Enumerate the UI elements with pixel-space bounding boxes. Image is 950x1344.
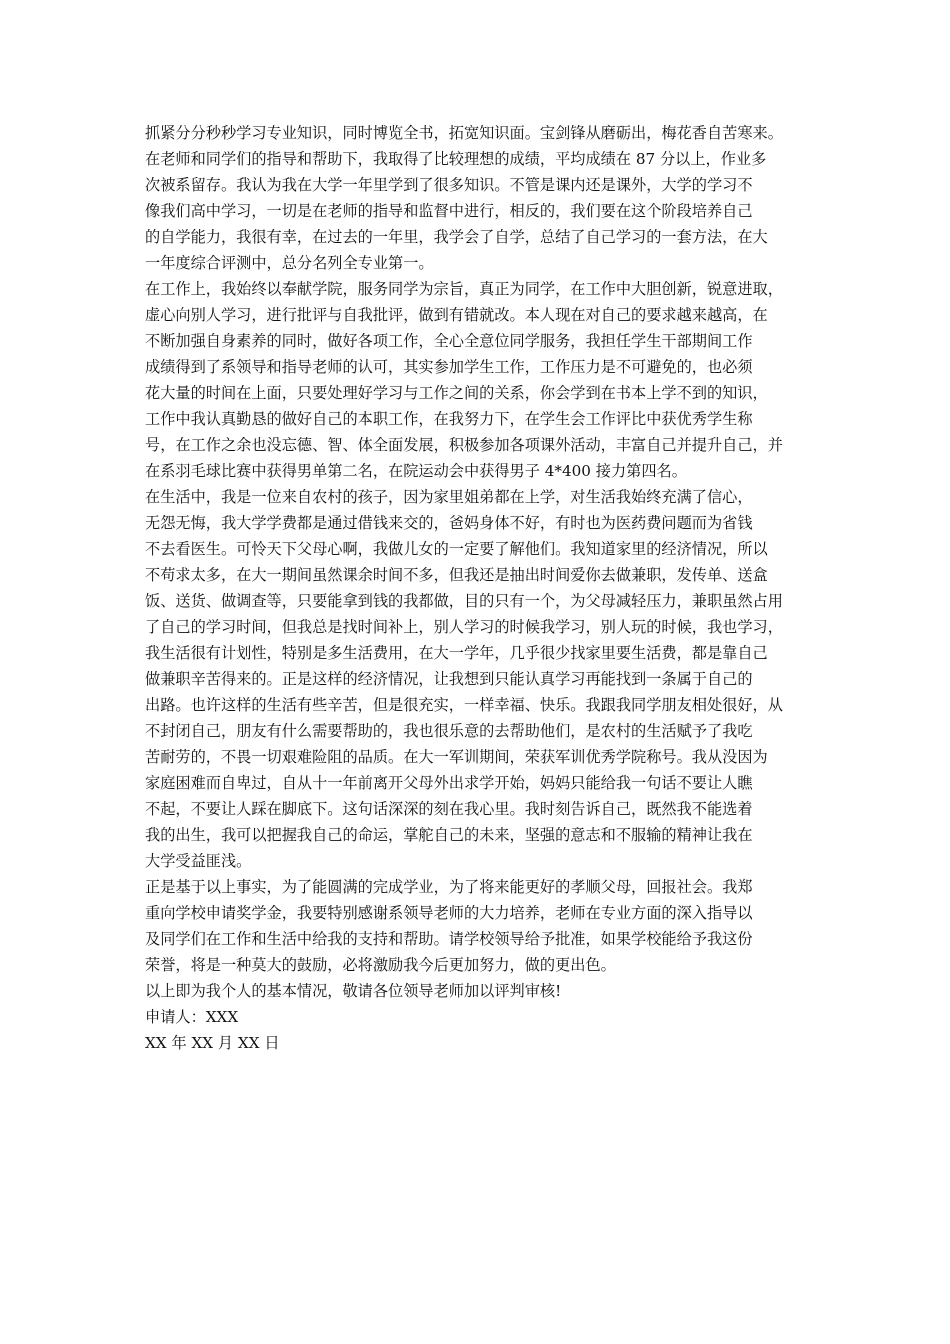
text-line: 成绩得到了系领导和指导老师的认可，其实参加学生工作，工作压力是不可避免的，也必须 <box>145 358 753 376</box>
text-line: 不封闭自己，朋友有什么需要帮助的，我也很乐意的去帮助他们，是农村的生活赋予了我吃 <box>145 722 753 740</box>
text-line: 抓紧分分秒秒学习专业知识，同时博览全书，拓宽知识面。宝剑锋从磨砺出，梅花香自苦寒来。 <box>145 124 783 142</box>
text-line: 大学受益匪浅。 <box>145 852 252 870</box>
text-line: 家庭困难而自卑过，自从十一年前离开父母外出求学开始，妈妈只能给我一句话不要让人瞧 <box>145 774 753 792</box>
closing-statement <box>145 978 815 1004</box>
text-line: 我生活很有计划性，特别是多生活费用，在大一学年，几乎很少找家里要生活费，都是靠自己 <box>145 644 768 662</box>
text-line: 一年度综合评测中，总分名列全专业第一。 <box>145 254 434 272</box>
text-line: 不起，不要让人踩在脚底下。这句话深深的刻在我心里。我时刻告诉自己，既然我不能选着 <box>145 800 753 818</box>
text-line: 在老师和同学们的指导和帮助下，我取得了比较理想的成绩，平均成绩在 87 分以上，作业多 <box>145 150 767 168</box>
text-line: 工作中我认真勤恳的做好自己的本职工作，在我努力下，在学生会工作评比中获优秀学生称 <box>145 410 753 428</box>
text-line: 在系羽毛球比赛中获得男单第二名，在院运动会中获得男子 4*400 接力第四名。 <box>145 462 687 480</box>
application-date <box>145 1030 815 1056</box>
text-line: 不去看医生。可怜天下父母心啊，我做儿女的一定要了解他们。我知道家里的经济情况，所以 <box>145 540 768 558</box>
paragraph-life <box>145 484 815 874</box>
text-line: 在工作上，我始终以奉献学院，服务同学为宗旨，真正为同学，在工作中大胆创新，锐意进取， <box>145 280 783 298</box>
text-line: 荣誉，将是一种莫大的鼓励，必将激励我今后更加努力，做的更出色。 <box>145 956 616 974</box>
paragraph-work <box>145 276 815 484</box>
text-line: 饭、送货、做调查等，只要能拿到钱的我都做，目的只有一个，为父母减轻压力，兼职虽然占用 <box>145 592 783 610</box>
text-line: 重向学校申请奖学金，我要特别感谢系领导老师的大力培养，老师在专业方面的深入指导以 <box>145 904 753 922</box>
text-line: 无怨无悔，我大学学费都是通过借钱来交的，爸妈身体不好，有时也为医药费问题而为省钱 <box>145 514 753 532</box>
text-line: 及同学们在工作和生活中给我的支持和帮助。请学校领导给予批准，如果学校能给予我这份 <box>145 930 753 948</box>
text-line: 次被系留存。我认为我在大学一年里学到了很多知识。不管是课内还是课外，大学的学习不 <box>145 176 753 194</box>
text-line: 出路。也许这样的生活有些辛苦，但是很充实，一样幸福、快乐。我跟我同学朋友相处很好，从 <box>145 696 783 714</box>
text-line: 苦耐劳的，不畏一切艰难险阻的品质。在大一军训期间，荣获军训优秀学院称号。我从没因为 <box>145 748 768 766</box>
text-line: 不苟求太多，在大一期间虽然课余时间不多，但我还是抽出时间爱你去做兼职，发传单、送盒 <box>145 566 768 584</box>
paragraph-study <box>145 120 815 276</box>
text-line: 申请人：XXX <box>145 1008 239 1026</box>
text-line: 不断加强自身素养的同时，做好各项工作，全心全意位同学服务，我担任学生干部期间工作 <box>145 332 753 350</box>
text-line: 号，在工作之余也没忘德、智、体全面发展，积极参加各项课外活动，丰富自己并提升自己，并 <box>145 436 783 454</box>
text-line: XX 年 XX 月 XX 日 <box>145 1034 280 1052</box>
text-line: 花大量的时间在上面，只要处理好学习与工作之间的关系，你会学到在书本上学不到的知识， <box>145 384 768 402</box>
text-line: 的自学能力，我很有幸，在过去的一年里，我学会了自学，总结了自己学习的一套方法，在大 <box>145 228 768 246</box>
document-body <box>145 120 815 1056</box>
text-line: 虚心向别人学习，进行批评与自我批评，做到有错就改。本人现在对自己的要求越来越高，在 <box>145 306 768 324</box>
text-line: 像我们高中学习，一切是在老师的指导和监督中进行，相反的，我们要在这个阶段培养自己 <box>145 202 753 220</box>
text-line: 正是基于以上事实，为了能圆满的完成学业，为了将来能更好的孝顺父母，回报社会。我郑 <box>145 878 753 896</box>
text-line: 了自己的学习时间，但我总是找时间补上，别人学习的时候我学习，别人玩的时候，我也学习， <box>145 618 783 636</box>
paragraph-application <box>145 874 815 978</box>
text-line: 以上即为我个人的基本情况，敬请各位领导老师加以评判审核! <box>145 982 562 1000</box>
text-line: 做兼职辛苦得来的。正是这样的经济情况，让我想到只能认真学习再能找到一条属于自己的 <box>145 670 753 688</box>
text-line: 我的出生，我可以把握我自己的命运，掌舵自己的未来，坚强的意志和不服输的精神让我在 <box>145 826 753 844</box>
applicant-signature <box>145 1004 815 1030</box>
text-line: 在生活中，我是一位来自农村的孩子，因为家里姐弟都在上学，对生活我始终充满了信心， <box>145 488 753 506</box>
